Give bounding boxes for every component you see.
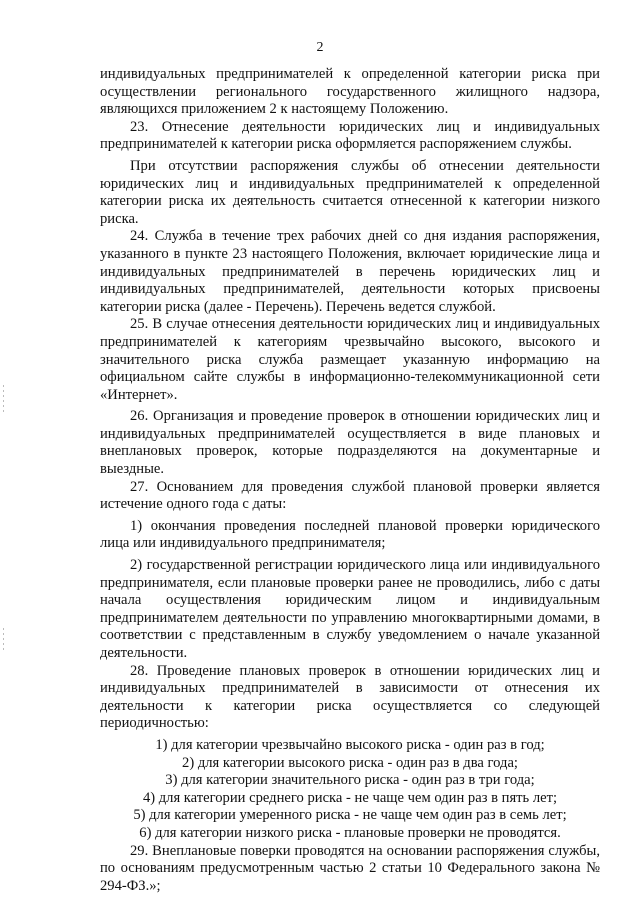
paragraph-27-item-1: 1) окончания проведения последней плановой проверки юридического лица или индивидуального предпринимателя; [100,517,600,552]
paragraph-25: 25. В случае отнесения деятельности юридических лиц и индивидуальных предпринимателей к категориям чрезвычайно высокого, высокого и значительного риска служба размещает указанную информацию на официальном сайте службы в информационно-телекоммуникационной сети «Интернет». [100,316,600,403]
paragraph-27-item-2: 2) государственной регистрации юридического лица или индивидуального предпринимателя, если плановые проверки ранее не проводились, либо с даты начала осуществления юридическим лицом и индивидуальным предпринимателем деятельности по управлению многоквартирными домами, в соответствии с представленным в службу уведомлением о начале указанной деятельности. [100,557,600,661]
margin-scan-mark-bottom [3,628,4,652]
paragraph-26: 26. Организация и проведение проверок в отношении юридических лиц и индивидуальных предпринимателей осуществляется в виде плановых и внеплановых проверок, которые подразделяются на документарные и выездные. [100,408,600,478]
paragraph-24: 24. Служба в течение трех рабочих дней со дня издания распоряжения, указанного в пункте 23 настоящего Положения, включает юридические лица и индивидуальных предпринимателей в перечень юридических лиц и индивидуальных предпринимателей, деятельности которых присвоены категории риска (далее - Перечень). Перечень ведется службой. [100,228,600,315]
document-body [100,66,600,895]
page-number: 2 [316,40,324,55]
paragraph-27: 27. Основанием для проведения службой плановой проверки является истечение одного года с даты: [100,478,600,513]
paragraph-continuation: индивидуальных предпринимателей к определенной категории риска при осуществлении регионального государственного жилищного надзора, являющихся приложением 2 к настоящему Положению. [100,66,600,118]
paragraph-28-item-4: 4) для категории среднего риска - не чаще чем один раз в пять лет; [142,789,558,806]
paragraph-29: 29. Внеплановые поверки проводятся на основании распоряжения службы, по основаниям предусмотренным частью 2 статьи 10 Федерального закона № 294-ФЗ.»; [100,842,600,894]
paragraph-28-item-3: 3) для категории значительного риска - один раз в три года; [165,772,535,789]
paragraph-23-default-risk: При отсутствии распоряжения службы об отнесении деятельности юридических лиц и индивидуальных предпринимателей к определенной категории риска их деятельность считается отнесенной к категории низкого риска. [100,157,600,227]
paragraph-28: 28. Проведение плановых проверок в отношении юридических лиц и индивидуальных предпринимателей в зависимости от отнесения их деятельности к категории риска осуществляется со следующей периодичностью: [100,662,600,732]
paragraph-28-item-1: 1) для категории чрезвычайно высокого риска - один раз в год; [155,736,545,753]
paragraph-28-item-5: 5) для категории умеренного риска - не чаще чем один раз в семь лет; [133,807,567,824]
margin-scan-mark-top [3,385,4,415]
paragraph-28-item-2: 2) для категории высокого риска - один раз в два года; [182,754,518,771]
paragraph-23: 23. Отнесение деятельности юридических лиц и индивидуальных предпринимателей к категории риска оформляется распоряжением службы. [100,118,600,153]
paragraph-28-item-6: 6) для категории низкого риска - плановые проверки не проводятся. [139,824,561,841]
